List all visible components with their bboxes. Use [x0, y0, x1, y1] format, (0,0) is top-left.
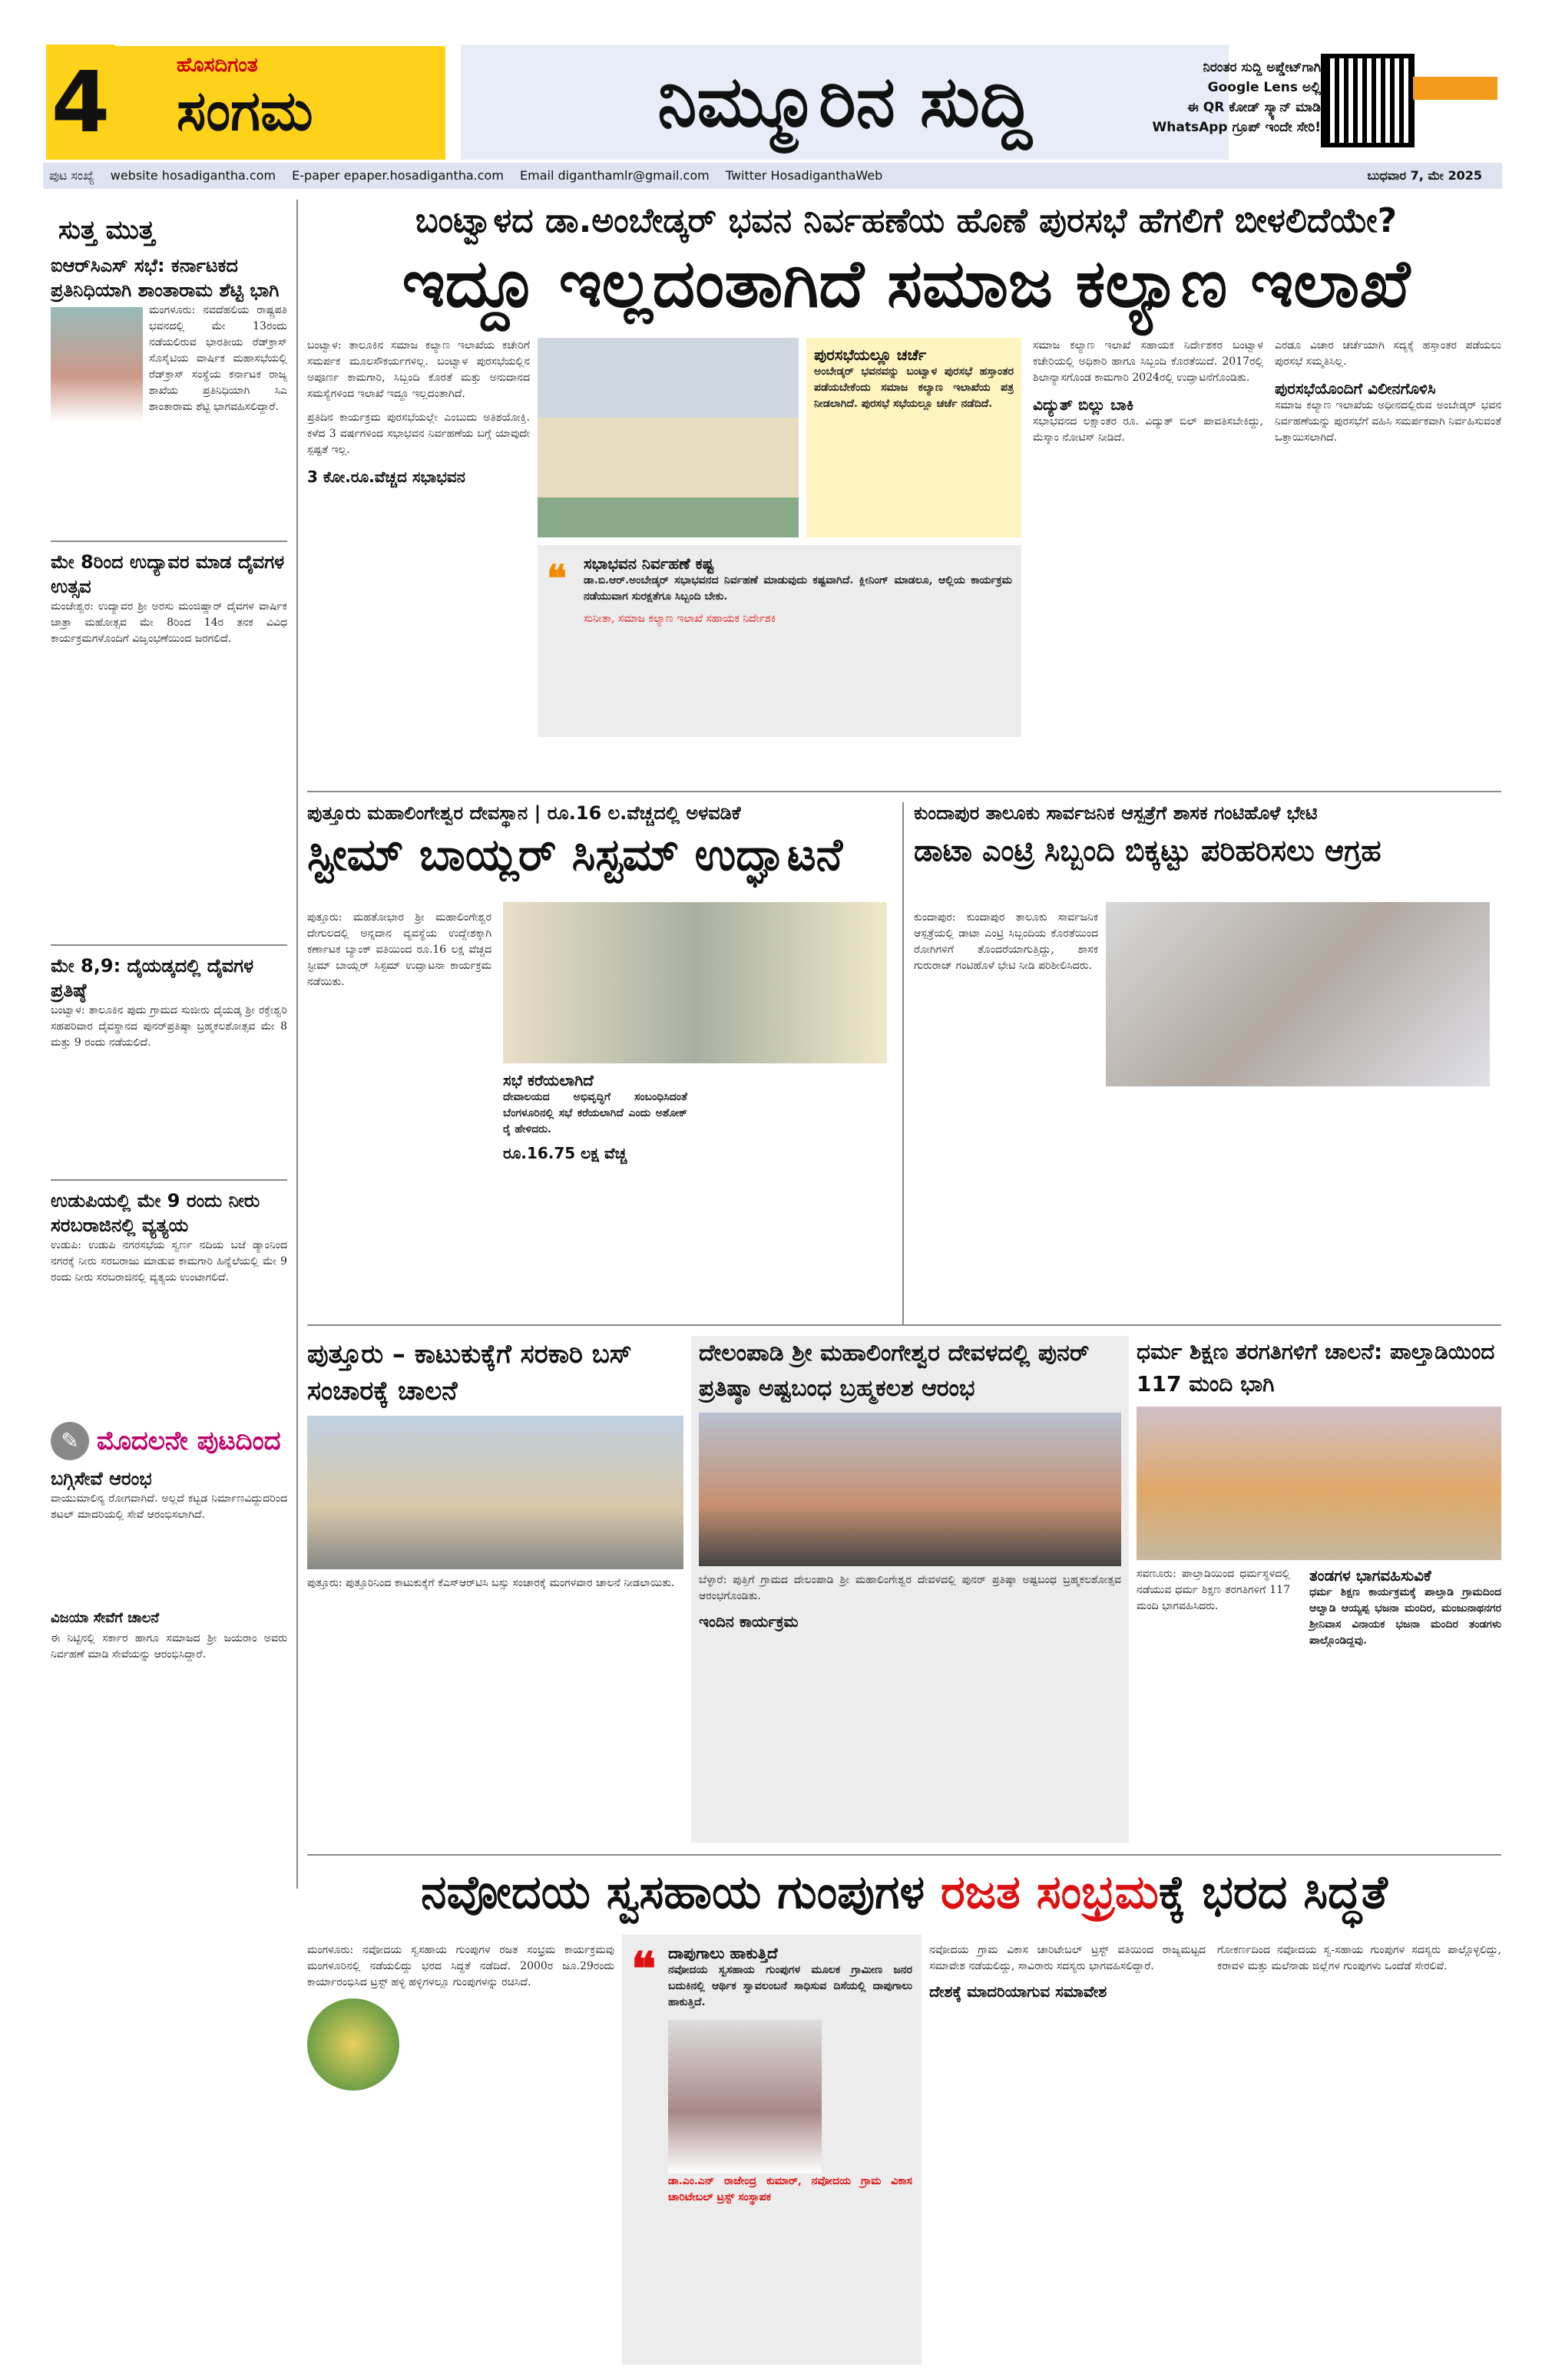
speaker-photo	[668, 2020, 822, 2173]
person-photo	[51, 307, 143, 422]
lead-col-4	[1275, 338, 1501, 775]
column-title: ಸುತ್ತ ಮುತ್ತ	[58, 215, 155, 246]
steam-subhead: ರೂ.16.75 ಲಕ್ಷ ವೆಚ್ಚ	[503, 1144, 627, 1162]
bottom-body-1: ಮಂಗಳೂರು: ನವೋದಯ ಸ್ವಸಹಾಯ ಗುಂಪುಗಳ ರಜತ ಸಂಭ್ರಮ ಕಾರ್ಯಕ್ರಮವು ಮಂಗಳೂರಿನಲ್ಲಿ ನಡೆಯಲಿದ್ದು ಭರದ ಸಿದ್ಧತೆ ನಡೆದಿದೆ. 2000ರ ಜೂ.29ರಂದು ಕಾರ್ಯಾರಂಭಿಸಿದ ಟ್ರಸ್ಟ್ ಹಳ್ಳಿ ಹಳ್ಳಿಗಳಲ್ಲೂ ಗುಂಪುಗಳನ್ನು ರಚಿಸಿದೆ.	[307, 1944, 614, 1988]
temple-story	[691, 1336, 1129, 1843]
section-title: ನಿಮ್ಮೂರಿನ ಸುದ್ದಿ	[461, 45, 1229, 160]
logo-image	[307, 1998, 399, 2091]
left-column	[43, 200, 298, 1889]
lead-col-1	[307, 338, 530, 775]
twitter-link[interactable]: Twitter HosadiganthaWeb	[725, 168, 883, 183]
dharma-headline[interactable]: ಧರ್ಮ ಶಿಕ್ಷಣ ತರಗತಿಗಳಿಗೆ ಚಾಲನೆ: ಪಾಲ್ತಾಡಿಯಿಂದ 117 ಮಂದಿ ಭಾಗಿ	[1137, 1339, 1495, 1397]
lead-quote-box	[538, 545, 1021, 737]
quote-icon: ❝	[631, 1942, 657, 1996]
data-entry-headline[interactable]: ಡಾಟಾ ಎಂಟ್ರಿ ಸಿಬ್ಬಂದಿ ಬಿಕ್ಕಟ್ಟು ಪರಿಹರಿಸಲು ಆಗ್ರಹ	[914, 834, 1382, 868]
lead-box	[806, 338, 1021, 537]
bottom-col-3	[929, 1942, 1206, 2357]
bus-headline[interactable]: ಪುತ್ತೂರು – ಕಾಟುಕುಕ್ಕೆಗೆ ಸರಕಾರಿ ಬಸ್ ಸಂಚಾರಕ್ಕೆ ಚಾಲನೆ	[307, 1339, 632, 1407]
left-story-6-headline[interactable]: ವಿಜಯಾ ಸೇವೆಗೆ ಚಾಲನೆ	[51, 1610, 160, 1626]
bhavana-photo	[538, 338, 799, 537]
divider	[307, 1324, 1501, 1326]
steam-box	[503, 1071, 687, 1240]
bottom-headline[interactable]: ನವೋದಯ ಸ್ವಸಹಾಯ ಗುಂಪುಗಳ ರಜತ ಸಂಭ್ರಮಕ್ಕೆ ಭರದ ಸಿದ್ಧತೆ	[421, 1866, 1388, 1919]
lead-box-body: ಅಂಬೇಡ್ಕರ್ ಭವನವನ್ನು ಬಂಟ್ವಾಳ ಪುರಸಭೆ ಹಸ್ತಾಂತರ ಪಡೆಯಬೇಕೆಂದು ಸಮಾಜ ಕಲ್ಯಾಣ ಇಲಾಖೆಯ ಪತ್ರ ನೀಡಲಾಗಿದೆ. ಪುರಸಭೆ ಸಭೆಯಲ್ಲೂ ಚರ್ಚೆ ನಡೆದಿದೆ.	[814, 365, 1014, 410]
lead-body-5: ಎರಡೂ ವಿಚಾರ ಚರ್ಚೆಯಾಗಿ ಸದ್ಯಕ್ಕೆ ಹಸ್ತಾಂತರ ಪಡೆಯಲು ಪುರಸಭೆ ಸಮ್ಮತಿಸಿಲ್ಲ.	[1275, 339, 1501, 368]
steam-body: ಪುತ್ತೂರು: ಮಹತೋಭಾರ ಶ್ರೀ ಮಹಾಲಿಂಗೇಶ್ವರ ದೇಗುಲದಲ್ಲಿ ಅನ್ನದಾನ ವ್ಯವಸ್ಥೆಯ ಉದ್ದೇಶಕ್ಕಾಗಿ ಕರ್ಣಾಟಕ ಬ್ಯಾಂಕ್ ವತಿಯಿಂದ ರೂ.16 ಲಕ್ಷ ವೆಚ್ಚದ ಸ್ಟೀಮ್ ಬಾಯ್ಲರ್ ಸಿಸ್ಟಮ್ ಉದ್ಘಾಟನಾ ಕಾರ್ಯಕ್ರಮ ನಡೆಯಿತು.	[307, 911, 491, 988]
decor-bar	[1413, 77, 1497, 100]
left-story-5-body: ವಾಯುಮಾಲಿನ್ಯ ರೋಗವಾಗಿದೆ. ಅಲ್ಲದೆ ಕಟ್ಟಡ ನಿರ್ಮಾಣವಿದ್ದುದರಿಂದ ಶಟಲ್ ಮಾದರಿಯಲ್ಲಿ ಸೇವೆ ಆರಂಭಿಸಲಾಗಿದೆ.	[51, 1492, 287, 1521]
data-entry-story	[914, 802, 1501, 1340]
left-story-2-headline[interactable]: ಮೇ 8ರಿಂದ ಉದ್ಯಾವರ ಮಾಡ ದೈವಗಳ ಉತ್ಸವ	[51, 551, 285, 597]
bottom-subhead: ದೇಶಕ್ಕೆ ಮಾದರಿಯಾಗುವ ಸಮಾವೇಶ	[929, 1982, 1107, 2001]
lead-subhead-2: ವಿದ್ಯುತ್ ಬಿಲ್ಲು ಬಾಕಿ	[1033, 395, 1134, 414]
email-link[interactable]: Email diganthamlr@gmail.com	[520, 168, 710, 183]
divider	[51, 1179, 287, 1181]
lead-quote-byline: ಸುನೀತಾ, ಸಮಾಜ ಕಲ್ಯಾಣ ಇಲಾಖೆ ಸಹಾಯಕ ನಿರ್ದೇಶಕಿ	[584, 613, 776, 625]
lead-col-3	[1033, 338, 1263, 775]
lead-body-2: ಪ್ರತಿದಿನ ಕಾರ್ಯಕ್ರಮ ಪುರಸಭೆಯಲ್ಲೇ ಎಂಬುದು ಅತಿಶಯೋಕ್ತಿ. ಕಳೆದ 3 ವರ್ಷಗಳಿಂದ ಸಭಾಭವನ ನಿರ್ವಹಣೆಯ ಬಗ್ಗೆ ಯಾವುದೇ ಸ್ಪಷ್ಟತೆ ಇಲ್ಲ.	[307, 412, 530, 456]
first-page-continuation-header: ✎ ಮೊದಲನೇ ಪುಟದಿಂದ	[51, 1422, 287, 1460]
steam-boiler-story	[307, 802, 898, 1340]
divider	[51, 540, 287, 542]
left-story-6-body: ಈ ನಿಟ್ಟಿನಲ್ಲಿ ಸರ್ಕಾರ ಹಾಗೂ ಸಮಾಜದ ಶ್ರೀ ಜಯರಾಂ ಅವರು ನಿರ್ವಹಣೆ ಮಾಡಿ ಸೇವೆಯನ್ನು ಆರಂಭಿಸಿದ್ದಾರೆ.	[51, 1632, 287, 1661]
lead-quote-head: ಸಭಾಭವನ ನಿರ್ವಹಣೆ ಕಷ್ಟ	[584, 554, 714, 573]
lead-subhead-1: 3 ಕೋ.ರೂ.ವೆಚ್ಚದ ಸಭಾಭವನ	[307, 468, 465, 486]
data-entry-body: ಕುಂದಾಪುರ: ಕುಂದಾಪುರ ತಾಲೂಕು ಸಾರ್ವಜನಿಕ ಆಸ್ಪತ್ರೆಯಲ್ಲಿ ಡಾಟಾ ಎಂಟ್ರಿ ಸಿಬ್ಬಂದಿಯ ಕೊರತೆಯಿಂದ ರೋಗಿಗಳಿಗೆ ತೊಂದರೆಯಾಗುತ್ತಿದ್ದು, ಶಾಸಕ ಗುರುರಾಜ್ ಗಂಟಿಹೊಳೆ ಭೇಟಿ ನೀಡಿ ಪರಿಶೀಲಿಸಿದರು.	[914, 911, 1098, 972]
bottom-body-2: ನವೋದಯ ಗ್ರಾಮ ವಿಕಾಸ ಚಾರಿಟೇಬಲ್ ಟ್ರಸ್ಟ್ ವತಿಯಿಂದ ರಾಜ್ಯಮಟ್ಟದ ಸಮಾವೇಶ ನಡೆಯಲಿದ್ದು, ಸಾವಿರಾರು ಸದಸ್ಯರು ಭಾಗವಹಿಸಲಿದ್ದಾರೆ.	[929, 1944, 1206, 1972]
left-story-4-headline[interactable]: ಉಡುಪಿಯಲ್ಲಿ ಮೇ 9 ರಂದು ನೀರು ಸರಬರಾಜಿನಲ್ಲಿ ವ್ಯತ್ಯಯ	[51, 1190, 260, 1236]
dharma-story	[1137, 1336, 1501, 1843]
website-link[interactable]: website hosadigantha.com	[110, 168, 276, 183]
divider	[307, 791, 1501, 792]
brand-small: ಹೊಸದಿಗಂತ	[177, 54, 258, 77]
bottom-quote-byline: ಡಾ.ಎಂ.ಎನ್ ರಾಜೇಂದ್ರ ಕುಮಾರ್, ನವೋದಯ ಗ್ರಾಮ ವಿಕಾಸ ಚಾರಿಟೇಬಲ್ ಟ್ರಸ್ಟ್ ಸಂಸ್ಥಾಪಕ	[668, 2175, 912, 2203]
steam-kicker[interactable]: ಪುತ್ತೂರು ಮಹಾಲಿಂಗೇಶ್ವರ ದೇವಸ್ಥಾನ | ರೂ.16 ಲ.ವೆಚ್ಚದಲ್ಲಿ ಅಳವಡಿಕೆ	[307, 802, 741, 824]
steam-photo	[503, 902, 887, 1063]
dharma-photo	[1137, 1407, 1501, 1560]
brand-logo	[115, 46, 445, 160]
left-story-5-headline[interactable]: ಬಗ್ಗಿಸೇವೆ ಆರಂಭ	[51, 1468, 152, 1489]
temple-headline[interactable]: ದೇಲಂಪಾಡಿ ಶ್ರೀ ಮಹಾಲಿಂಗೇಶ್ವರ ದೇವಳದಲ್ಲಿ ಪುನರ್ ಪ್ರತಿಷ್ಠಾ ಅಷ್ಟಬಂಧ ಬ್ರಹ್ಮಕಲಶ ಆರಂಭ	[699, 1340, 1090, 1402]
dharma-body: ಸವಣೂರು: ಪಾಲ್ತಾಡಿಯಿಂದ ಧರ್ಮಸ್ಥಳದಲ್ಲಿ ನಡೆಯುವ ಧರ್ಮ ಶಿಕ್ಷಣ ತರಗತಿಗಳಿಗೆ 117 ಮಂದಿ ಭಾಗವಹಿಸಿದರು.	[1137, 1568, 1290, 1612]
temple-subhead: ಇಂದಿನ ಕಾರ್ಯಕ್ರಮ	[699, 1612, 799, 1631]
pencil-icon: ✎	[51, 1422, 89, 1460]
bottom-quote-body: ನವೋದಯ ಸ್ವಸಹಾಯ ಗುಂಪುಗಳ ಮೂಲಕ ಗ್ರಾಮೀಣ ಜನರ ಬದುಕಿನಲ್ಲಿ ಆರ್ಥಿಕ ಸ್ವಾವಲಂಬನೆ ಸಾಧಿಸುವ ದಿಸೆಯಲ್ಲಿ ದಾಪುಗಾಲು ಹಾಕುತ್ತಿದೆ.	[668, 1964, 912, 2008]
lead-body-6: ಸಮಾಜ ಕಲ್ಯಾಣ ಇಲಾಖೆಯ ಅಧೀನದಲ್ಲಿರುವ ಅಂಬೇಡ್ಕರ್ ಭವನ ನಿರ್ವಹಣೆಯನ್ನು ಪುರಸಭೆಗೆ ವಹಿಸಿ ಸಮರ್ಪಕವಾಗಿ ನಿರ್ವಹಿಸುವಂತೆ ಒತ್ತಾಯಿಸಲಾಗಿದೆ.	[1275, 399, 1501, 444]
bottom-body-3: ಗೋಕರ್ಣದಿಂದ ನವೋದಯ ಸ್ವ-ಸಹಾಯ ಗುಂಪುಗಳ ಸದಸ್ಯರು ಪಾಲ್ಗೊಳ್ಳಲಿದ್ದು, ಕರಾವಳಿ ಮತ್ತು ಮಲೆನಾಡು ಜಿಲ್ಲೆಗಳ ಗುಂಪುಗಳು ಒಂದೆಡೆ ಸೇರಲಿವೆ.	[1217, 1944, 1501, 1972]
qr-instructions: ನಿರಂತರ ಸುದ್ದಿ ಅಪ್ಡೇಟ್‌ಗಾಗಿ Google Lens ಅಲ್ಲಿ ಈ QR ಕೋಡ್ ಸ್ಕ್ಯಾನ್ ಮಾಡಿ WhatsApp ಗ್ರೂಪ್ ಇಂದೇ ಸೇರಿ!	[1152, 60, 1321, 135]
brand-big: ಸಂಗಮ	[177, 78, 313, 143]
steam-box-body: ದೇವಾಲಯದ ಅಭಿವೃದ್ಧಿಗೆ ಸಂಬಂಧಿಸಿದಂತೆ ಬೆಂಗಳೂರಿನಲ್ಲಿ ಸಭೆ ಕರೆಯಲಾಗಿದೆ ಎಂದು ಅಶೋಕ್ ರೈ ಹೇಳಿದರು.	[503, 1091, 687, 1135]
lead-body-1: ಬಂಟ್ವಾಳ: ತಾಲೂಕಿನ ಸಮಾಜ ಕಲ್ಯಾಣ ಇಲಾಖೆಯ ಕಚೇರಿಗೆ ಸಮರ್ಪಕ ಮೂಲಸೌಕರ್ಯಗಳಿಲ್ಲ. ಬಂಟ್ವಾಳ ಪುರಸಭೆಯಲ್ಲಿನ ಅಪೂರ್ಣ ಕಾಮಗಾರಿ, ಸಿಬ್ಬಂದಿ ಕೊರತೆ ಮತ್ತು ಅನುದಾನದ ಸಮಸ್ಯೆಗಳಿಂದ ಇಲಾಖೆ ಇದ್ದೂ ಇಲ್ಲದಂತಾಗಿದೆ.	[307, 339, 530, 400]
lead-headline[interactable]: ಇದ್ದೂ ಇಲ್ಲದಂತಾಗಿದೆ ಸಮಾಜ ಕಲ್ಯಾಣ ಇಲಾಖೆ	[402, 246, 1411, 322]
bus-story	[307, 1336, 683, 1843]
issue-date: ಬುಧವಾರ 7, ಮೇ 2025	[1367, 168, 1482, 183]
dharma-box-head: ತಂಡಗಳ ಭಾಗವಹಿಸುವಿಕೆ	[1309, 1566, 1431, 1585]
page-label: ಪುಟ ಸಂಖ್ಯೆ	[49, 168, 94, 183]
divider	[307, 1854, 1501, 1856]
lead-subhead-3: ಪುರಸಭೆಯೊಂದಿಗೆ ವಿಲೀನಗೊಳಿಸಿ	[1275, 379, 1436, 398]
left-story-1-body: ಮಂಗಳೂರು: ನವದೆಹಲಿಯ ರಾಷ್ಟ್ರಪತಿ ಭವನದಲ್ಲಿ ಮೇ 13ರಂದು ನಡೆಯಲಿರುವ ಭಾರತೀಯ ರೆಡ್‌ಕ್ರಾಸ್ ಸೊಸೈಟಿಯ ವಾರ್ಷಿಕ ಮಹಾಸಭೆಯಲ್ಲಿ ರೆಡ್‌ಕ್ರಾಸ್ ಸಂಸ್ಥೆಯ ಕರ್ನಾಟಕ ರಾಜ್ಯ ಶಾಖೆಯ ಪ್ರತಿನಿಧಿಯಾಗಿ ಸಿಎ ಶಾಂತಾರಾಮ ಶೆಟ್ಟಿ ಭಾಗವಹಿಸಲಿದ್ದಾರೆ.	[149, 304, 287, 413]
data-entry-photo	[1106, 902, 1490, 1086]
lead-quote-body: ಡಾ.ಬಿ.ಆರ್.ಅಂಬೇಡ್ಕರ್ ಸಭಾಭವನದ ನಿರ್ವಹಣೆ ಮಾಡುವುದು ಕಷ್ಟವಾಗಿದೆ. ಕ್ಲೀನಿಂಗ್ ಮಾಡಲೂ, ಆಲ್ಲಿಯ ಕಾರ್ಯಕ್ರಮ ನಡೆಯುವಾಗ ಸುರಕ್ಷತೆಗೂ ಸಿಬ್ಬಂದಿ ಬೇಕು.	[584, 574, 1012, 603]
bus-body: ಪುತ್ತೂರು: ಪುತ್ತೂರಿನಿಂದ ಕಾಟುಕುಕ್ಕೆಗೆ ಕೆಎಸ್‌ಆರ್‌ಟಿಸಿ ಬಸ್ಸು ಸಂಚಾರಕ್ಕೆ ಮಂಗಳವಾರ ಚಾಲನೆ ನೀಡಲಾಯಿತು.	[307, 1577, 675, 1589]
page-number: 4	[46, 45, 115, 160]
left-story-3-body: ಬಂಟ್ವಾಳ: ತಾಲೂಕಿನ ಪುದು ಗ್ರಾಮದ ಸುಜೀರು ದೈಯಡ್ಕ ಶ್ರೀ ರಕ್ತೇಶ್ವರಿ ಸಹಪರಿವಾರ ದೈವಸ್ಥಾನದ ಪುನರ್‌ಪ್ರತಿಷ್ಠಾ ಬ್ರಹ್ಮಕಲಶೋತ್ಸವ ಮೇ 8 ಮತ್ತು 9 ರಂದು ನಡೆಯಲಿದೆ.	[51, 1004, 287, 1049]
lead-body-4: ಸಭಾಭವನದ ಲಕ್ಷಾಂತರ ರೂ. ವಿದ್ಯುತ್ ಬಿಲ್ ಪಾವತಿಸಬೇಕಿದ್ದು, ಮೆಸ್ಕಾಂ ನೋಟಿಸ್ ನೀಡಿದೆ.	[1033, 415, 1263, 444]
left-story-3-headline[interactable]: ಮೇ 8,9: ದೈಯಡ್ಕದಲ್ಲಿ ದೈವಗಳ ಪ್ರತಿಷ್ಠೆ	[51, 955, 254, 1001]
left-story-2-body: ಮಂಜೇಶ್ವರ: ಉದ್ಯಾವರ ಶ್ರೀ ಅರಸು ಮಂಜಿಷ್ಣಾರ್ ದೈವಗಳ ವಾರ್ಷಿಕ ಜಾತ್ರಾ ಮಹೋತ್ಸವ ಮೇ 8ರಿಂದ 14ರ ತನಕ ವಿವಿಧ ಕಾರ್ಯಕ್ರಮಗಳೊಂದಿಗೆ ವಿಜೃಂಭಣೆಯಿಂದ ಜರಗಲಿದೆ.	[51, 600, 287, 645]
steam-box-head: ಸಭೆ ಕರೆಯಲಾಗಿದೆ	[503, 1071, 594, 1089]
epaper-link[interactable]: E-paper epaper.hosadigantha.com	[292, 168, 504, 183]
info-bar	[43, 163, 1502, 189]
lead-body-3: ಸಮಾಜ ಕಲ್ಯಾಣ ಇಲಾಖೆ ಸಹಾಯಕ ನಿರ್ದೇಶಕರ ಬಂಟ್ವಾಳ ಕಚೇರಿಯಲ್ಲಿ ಅಧಿಕಾರಿ ಹಾಗೂ ಸಿಬ್ಬಂದಿ ಕೊರತೆಯಿದೆ. 2017ರಲ್ಲಿ ಶಿಲಾನ್ಯಾಸಗೊಂಡ ಕಾಮಗಾರಿ 2024ರಲ್ಲಿ ಉದ್ಘಾಟನೆಗೊಂಡಿತು.	[1033, 339, 1263, 384]
bus-photo	[307, 1416, 683, 1569]
left-story-4-body: ಉಡುಪಿ: ಉಡುಪಿ ನಗರಸಭೆಯ ಸ್ವರ್ಣ ನದಿಯ ಬಜೆ ಡ್ಯಾಂನಿಂದ ನಗರಕ್ಕೆ ನೀರು ಸರಬರಾಜು ಮಾಡುವ ಕಾಮಗಾರಿ ಹಿನ್ನೆಲೆಯಲ್ಲಿ ಮೇ 9 ರಂದು ನೀರು ಸರಬರಾಜಿನಲ್ಲಿ ವ್ಯತ್ಯಯ ಉಂಟಾಗಲಿದೆ.	[51, 1239, 287, 1284]
temple-body: ಬೆಳ್ಳಾರೆ: ಪುತ್ತಿಗೆ ಗ್ರಾಮದ ದೇಲಂಪಾಡಿ ಶ್ರೀ ಮಹಾಲಿಂಗೇಶ್ವರ ದೇವಳದಲ್ಲಿ ಪುನರ್ ಪ್ರತಿಷ್ಠಾ ಅಷ್ಟಬಂಧ ಬ್ರಹ್ಮಕಲಶೋತ್ಸವ ಆರಂಭಗೊಂಡಿತು.	[699, 1574, 1121, 1602]
steam-headline[interactable]: ಸ್ಟೀಮ್ ಬಾಯ್ಲರ್ ಸಿಸ್ಟಮ್ ಉದ್ಘಾಟನೆ	[307, 828, 843, 881]
lead-kicker[interactable]: ಬಂಟ್ವಾಳದ ಡಾ.ಅಂಬೇಡ್ಕರ್ ಭವನ ನಿರ್ವಹಣೆಯ ಹೊಣೆ ಪುರಸಭೆ ಹೆಗಲಿಗೆ ಬೀಳಲಿದೆಯೇ?	[415, 201, 1398, 240]
lead-box-head: ಪುರಸಭೆಯಲ್ಲೂ ಚರ್ಚೆ	[814, 345, 927, 364]
dharma-box-body: ಧರ್ಮ ಶಿಕ್ಷಣ ಕಾರ್ಯಕ್ರಮಕ್ಕೆ ಪಾಲ್ತಾಡಿ ಗ್ರಾಮದಿಂದ ಆಲ್ವಾಡಿ ಆಯ್ಯಪ್ಪ ಭಜನಾ ಮಂದಿರ, ಮಂಜುನಾಥನಗರ ಶ್ರೀನಿವಾಸ ವಿನಾಯಕ ಭಜನಾ ಮಂದಿರ ತಂಡಗಳು ಪಾಲ್ಗೊಂಡಿದ್ದವು.	[1309, 1586, 1501, 1647]
left-story-1-headline[interactable]: ಐಆರ್‌ಸಿಎಸ್ ಸಭೆ: ಕರ್ನಾಟಕದ ಪ್ರತಿನಿಧಿಯಾಗಿ ಶಾಂತಾರಾಮ ಶೆಟ್ಟಿ ಭಾಗಿ	[51, 255, 280, 301]
temple-photo	[699, 1413, 1121, 1566]
dharma-box	[1309, 1566, 1501, 1649]
data-entry-kicker[interactable]: ಕುಂದಾಪುರ ತಾಲೂಕು ಸಾರ್ವಜನಿಕ ಆಸ್ಪತ್ರೆಗೆ ಶಾಸಕ ಗಂಟಿಹೊಳೆ ಭೇಟಿ	[914, 802, 1318, 824]
bottom-quote-box	[622, 1935, 922, 2365]
bottom-col-4	[1217, 1942, 1501, 2357]
qr-code-icon[interactable]	[1321, 54, 1415, 147]
divider	[902, 802, 904, 1324]
quote-icon: ❝	[547, 557, 567, 600]
bottom-quote-head: ದಾಪುಗಾಲು ಹಾಕುತ್ತಿದೆ	[668, 1944, 778, 1962]
divider	[51, 944, 287, 946]
bottom-col-1	[307, 1942, 614, 2357]
